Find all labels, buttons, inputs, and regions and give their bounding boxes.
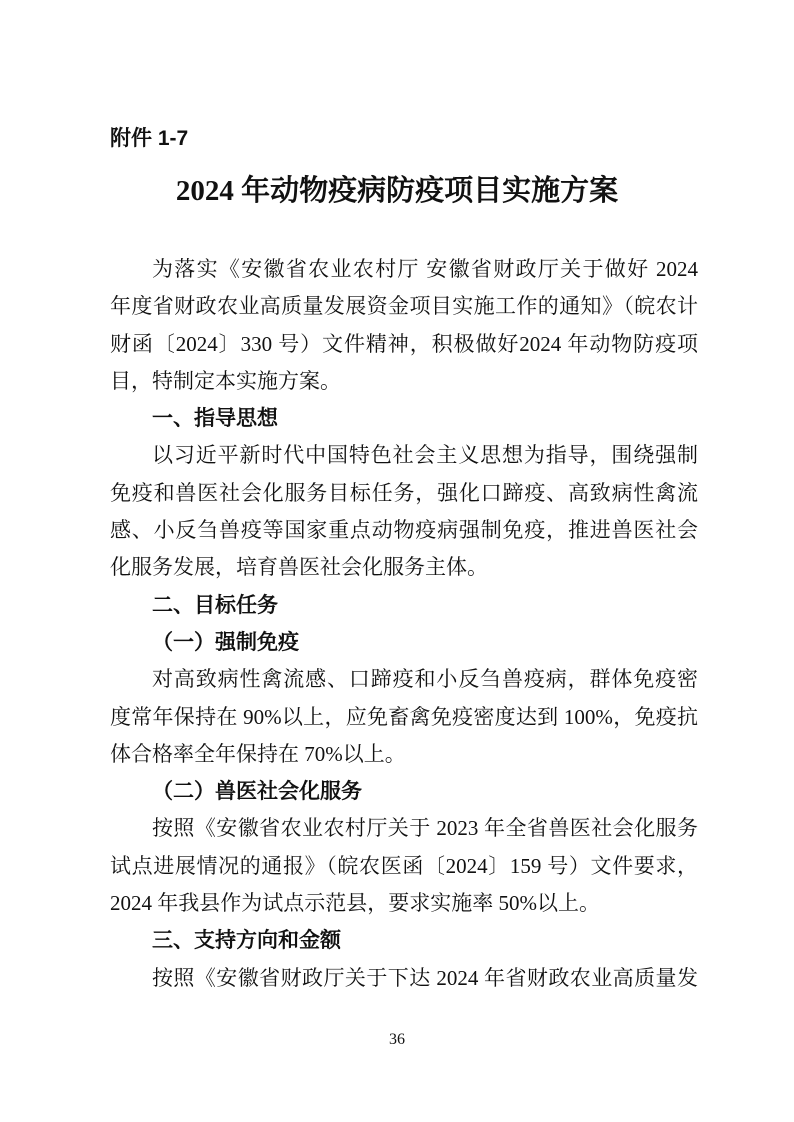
paragraph-line: 为落实《安徽省农业农村厅 安徽省财政厅关于做好 2024 [152,257,698,281]
compulsory-immunization-paragraph [110,661,698,773]
paragraph-line: 2024 年我县作为试点示范县，要求实施率 50%以上。 [110,891,600,916]
intro-paragraph [110,251,698,400]
subsection-heading-veterinary-services: （二）兽医社会化服务 [152,779,362,804]
guiding-ideology-paragraph [110,437,698,586]
paragraph-line: 度常年保持在 90%以上，应免畜禽免疫密度达到 100%，免疫抗 [110,704,698,729]
document-title: 2024 年动物疫病防疫项目实施方案 [175,175,619,207]
attachment-label: 附件 1-7 [110,127,189,150]
page-number: 36 [389,1031,405,1048]
paragraph-line: 财函〔2024〕330 号）文件精神，积极做好2024 年动物防疫项 [110,331,698,356]
paragraph-line: 试点进展情况的通报》（皖农医函〔2024〕159 号）文件要求， [110,853,698,878]
paragraph-line: 免疫和兽医社会化服务目标任务，强化口蹄疫、高致病性禽流 [110,480,698,505]
section-heading-funding: 三、支持方向和金额 [152,929,341,953]
veterinary-services-paragraph [110,810,698,922]
paragraph-line: 目，特制定本实施方案。 [110,368,341,393]
funding-paragraph [110,960,698,997]
section-heading-guiding-ideology: 一、指导思想 [152,407,278,431]
paragraph-line: 化服务发展，培育兽医社会化服务主体。 [110,555,488,580]
document-body [110,251,698,997]
section-heading-objectives: 二、目标任务 [152,593,278,617]
paragraph-line: 按照《安徽省财政厅关于下达 2024 年省财政农业高质量发 [152,965,698,990]
paragraph-line: 体合格率全年保持在 70%以上。 [110,741,406,766]
paragraph-line: 对高致病性禽流感、口蹄疫和小反刍兽疫病，群体免疫密 [152,667,698,692]
paragraph-line: 按照《安徽省农业农村厅关于 2023 年全省兽医社会化服务 [152,816,698,841]
paragraph-line: 以习近平新时代中国特色社会主义思想为指导，围绕强制 [152,443,698,468]
subsection-heading-compulsory-immunization: （一）强制免疫 [152,629,299,654]
paragraph-line: 感、小反刍兽疫等国家重点动物疫病强制免疫，推进兽医社会 [110,518,698,543]
paragraph-line: 年度省财政农业高质量发展资金项目实施工作的通知》（皖农计 [110,294,698,319]
